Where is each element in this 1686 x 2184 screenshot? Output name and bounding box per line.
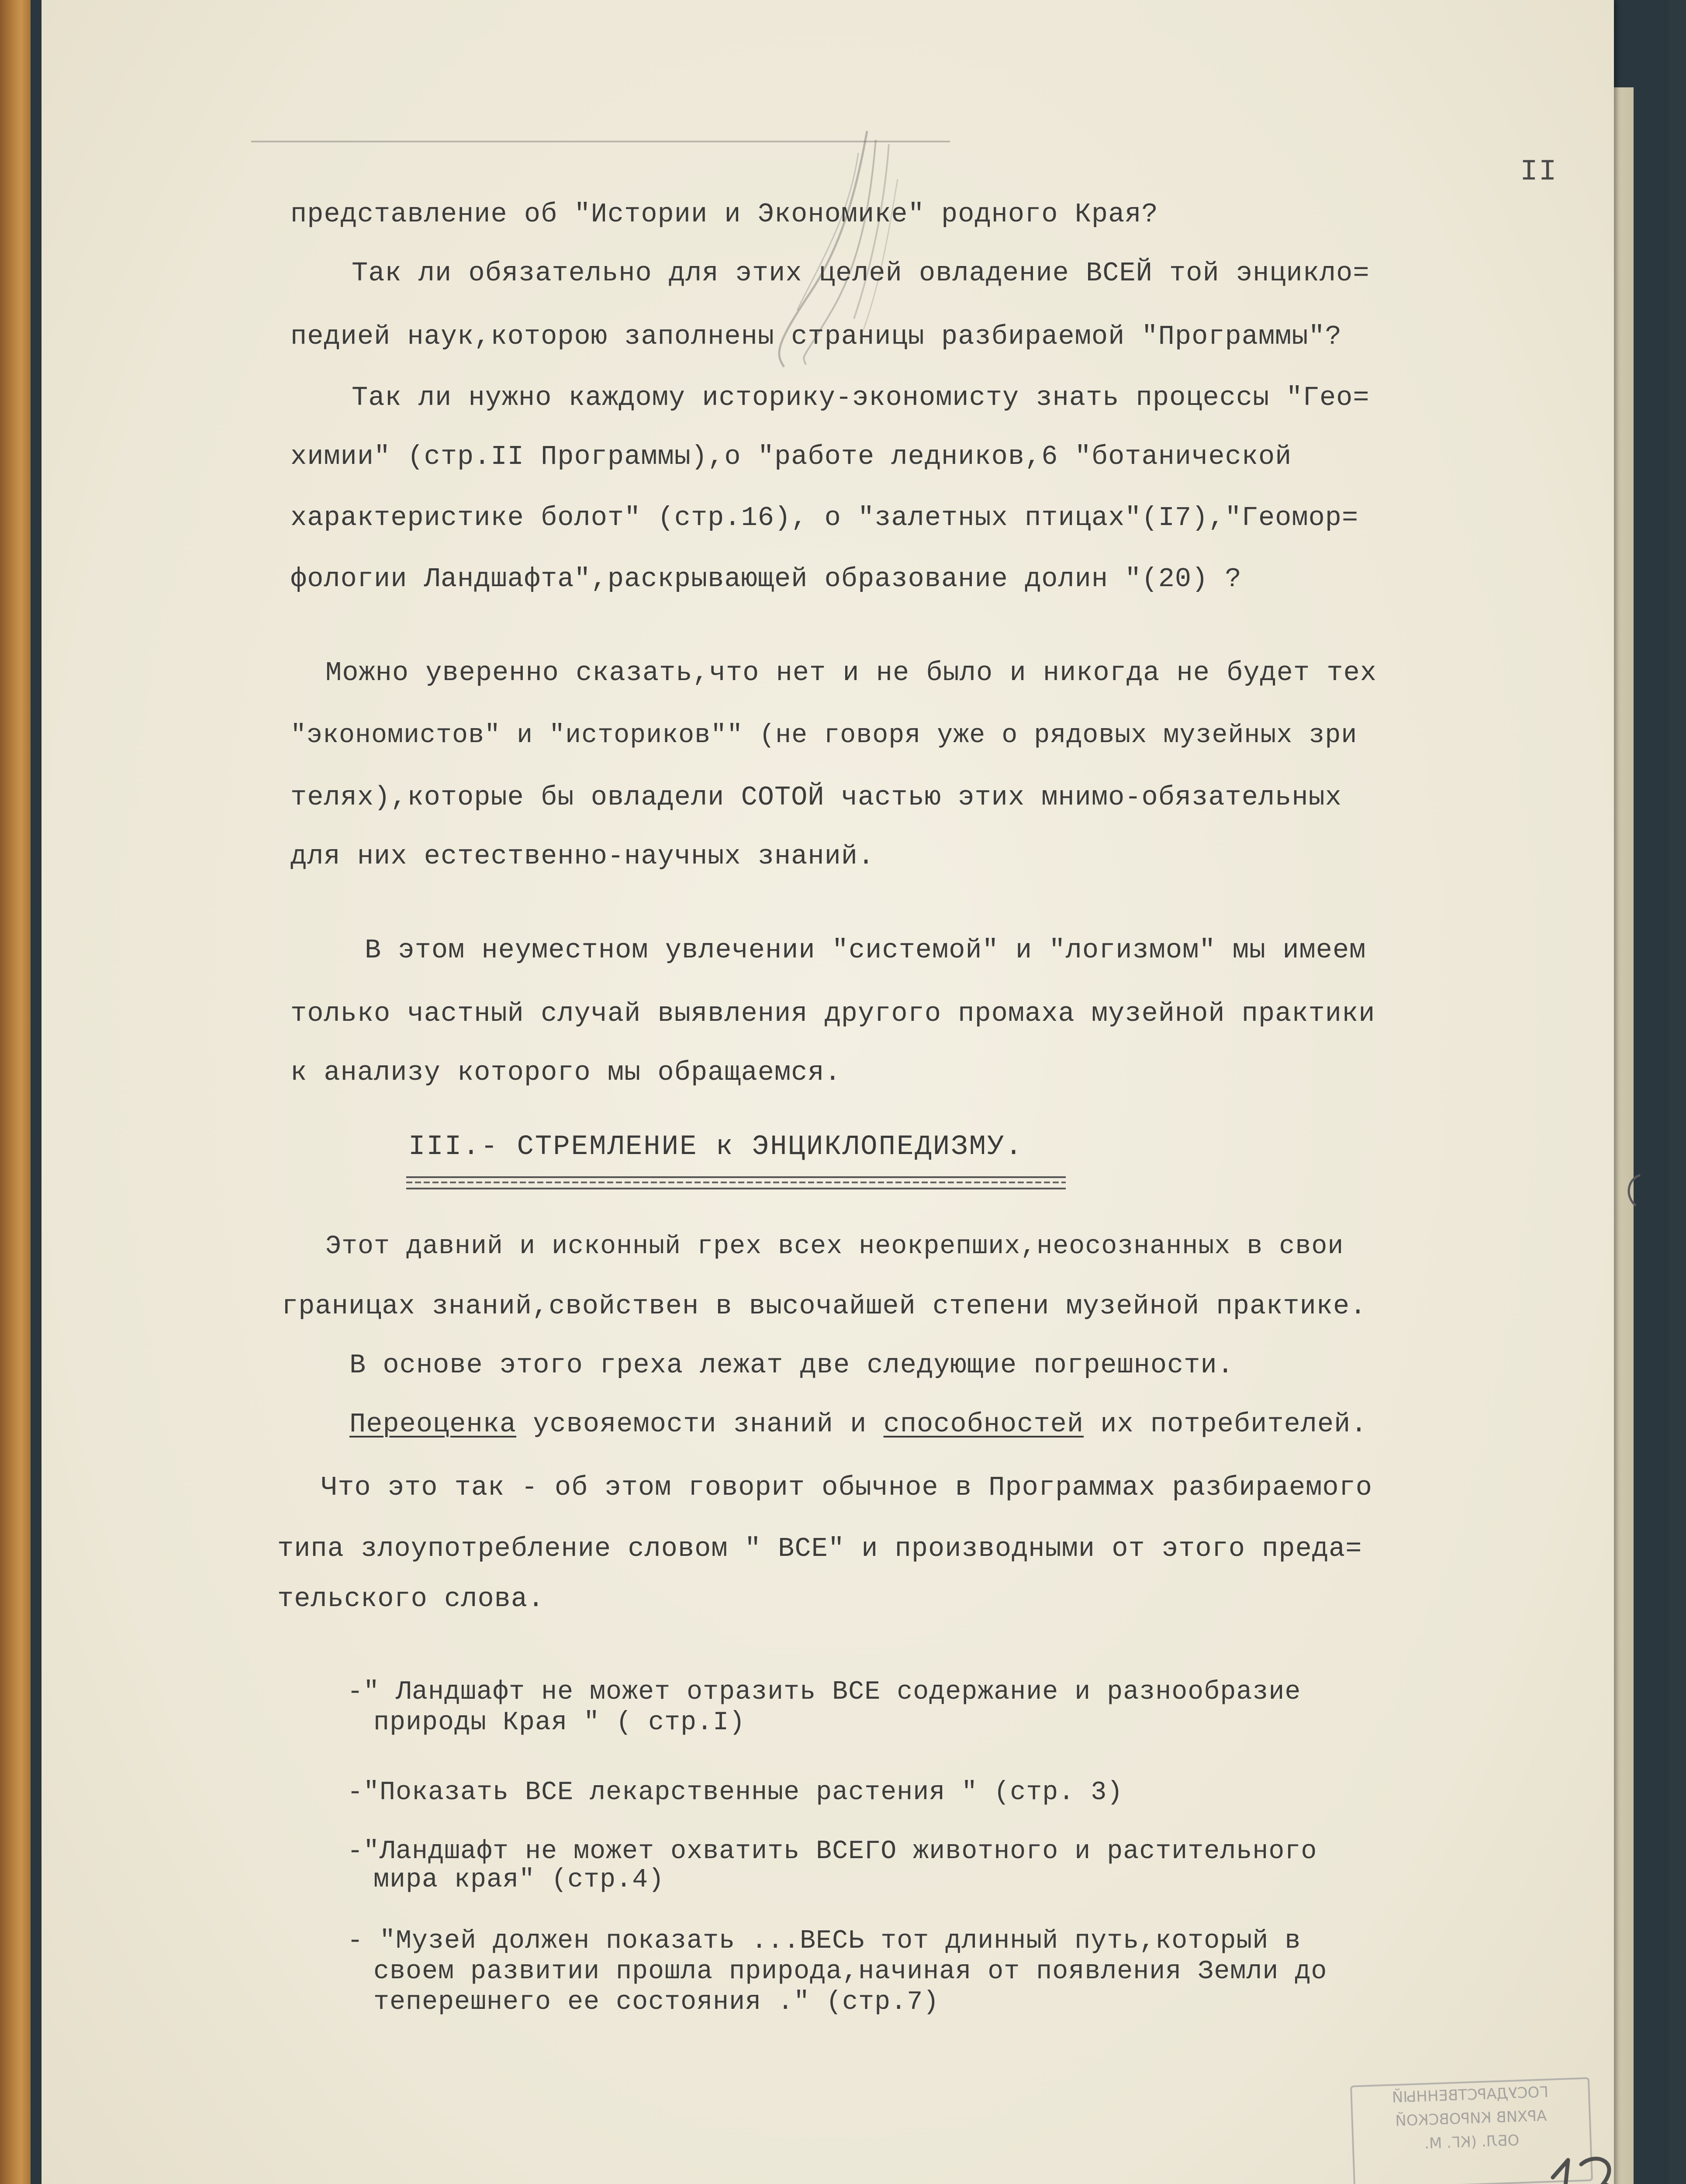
text-line: телях),которые бы овладели СОТОЙ частью этих мнимо-обязательных (290, 782, 1342, 813)
text-line: Можно уверенно сказать,что нет и не было и никогда не будет тех (325, 657, 1377, 688)
quote-line: природы Края " ( стр.I) (373, 1708, 746, 1738)
quote-line: своем развитии прошла природа,начиная от появления Земли до (373, 1957, 1327, 1987)
quote-line: -"Показать ВСЕ лекарственные растения " (стр. 3) (347, 1778, 1123, 1807)
text-line: педией наук,которою заполнены страницы разбираемой "Программы"? (290, 321, 1342, 352)
text-fragment: усвояемости знаний и (516, 1409, 884, 1440)
quote-line: мира края" (стр.4) (373, 1865, 665, 1895)
folio-number-handwritten (1544, 2147, 1627, 2184)
binder-clip-icon (1618, 1171, 1649, 1210)
text-line: характеристике болот" (стр.16), о "залетных птицах"(I7),"Геомор= (290, 502, 1359, 533)
underlined-word: Переоценка (349, 1409, 517, 1440)
text-line: Этот давний и исконный грех всех неокрепших,неосознанных в свои (325, 1232, 1344, 1261)
text-line: фологии Ландшафта",раскрывающей образование долин "(20) ? (290, 563, 1242, 594)
text-line: для них естественно-научных знаний. (290, 841, 875, 872)
document-page (41, 0, 1614, 2184)
quote-line: -"Ландшафт не может охватить ВСЕГО животного и растительного (347, 1837, 1317, 1866)
text-line: границах знаний,свойствен в высочайшей степени музейной практике. (282, 1291, 1367, 1322)
section-heading: III.- СТРЕМЛЕНИЕ к ЭНЦИКЛОПЕДИЗМУ. (408, 1131, 1023, 1163)
text-line: только частный случай выявления другого промаха музейной практики (290, 998, 1375, 1029)
text-line: "экономистов" и "историков"" (не говоря уже о рядовых музейных зри (290, 721, 1358, 750)
page-number: II (1520, 155, 1558, 189)
stamp-line: ГОСУДАРСТВЕННЫЙ (1392, 2083, 1549, 2107)
text-line: представление об "Истории и Экономике" родного Края? (290, 199, 1158, 230)
underlined-word: способностей (883, 1409, 1084, 1440)
text-line: типа злоупотребление словом " ВСЕ" и производными от этого преда= (277, 1533, 1362, 1564)
quote-line: теперешнего ее состояния ." (стр.7) (373, 1987, 940, 2017)
text-line: химии" (стр.II Программы),о "работе ледников,6 "ботанической (290, 441, 1292, 472)
text-line: Что это так - об этом говорит обычное в Программах разбираемого (321, 1472, 1372, 1503)
stamp-line: ОБЛ. (КГ. М. (1424, 2132, 1520, 2153)
text-line: Так ли нужно каждому историку-экономисту знать процессы "Гео= (352, 382, 1370, 413)
text-line-underlined (349, 1409, 1368, 1440)
text-line: В этом неуместном увлечении "системой" и "логизмом" мы имеем (365, 935, 1366, 966)
text-line: Так ли обязательно для этих целей овладение ВСЕЙ той энцикло= (352, 258, 1370, 289)
text-line: В основе этого греха лежат две следующие погрешности. (349, 1350, 1234, 1381)
text-fragment: их потребителей. (1084, 1409, 1368, 1440)
binder-edge (0, 0, 31, 2184)
quote-line: -" Ландшафт не может отразить ВСЕ содержание и разнообразие (347, 1677, 1301, 1707)
quote-line: - "Музей должен показать ...ВЕСЬ тот длинный путь,который в (347, 1926, 1301, 1956)
text-line: тельского слова. (277, 1583, 545, 1614)
stamp-line: АРХИВ КИРОВСКОЙ (1395, 2107, 1547, 2130)
heading-double-rule (406, 1176, 1066, 1189)
text-line: к анализу которого мы обращаемся. (290, 1057, 841, 1088)
